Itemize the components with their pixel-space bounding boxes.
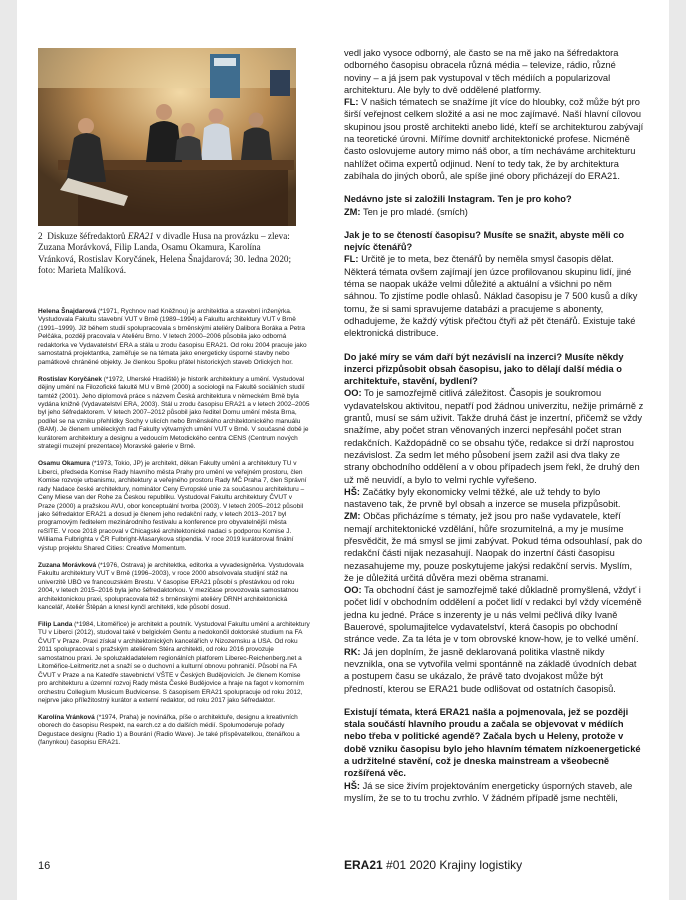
bio-entry	[38, 621, 310, 706]
interview-answer	[344, 387, 644, 485]
speaker-initials: OO:	[344, 585, 362, 596]
footer-magazine: ERA21	[344, 858, 383, 872]
interview-question: Do jaké míry se vám daří být nezávislí na inzerci? Musíte někdy inzerci přizpůsobit obsah časopisu, jako to dělají další média o architektuře, stavění, bydlení?	[344, 351, 624, 387]
speaker-initials: ZM:	[344, 511, 361, 522]
interview-question: Existují témata, která ERA21 našla a pojmenovala, jež se později stala součástí hlavního proudu a začala se objevovat v médiích nebo třeba v politické agendě? Začala bych u Heleny, protože v době vzniku časopisu bylo jeho hlavním tématem nízkoenergetické a udržitelné stavění, což je dneska mainstream a všeobecně rozšířená věc.	[344, 706, 641, 779]
interview-answer	[344, 510, 644, 584]
caption-text: v divadle Husa na provázku – zleva: Zuzana Morávková, Filip Landa, Osamu Okamura, Karolína Vránková, Rostislav Koryčánek, Helena Šnajdarová; 30. ledna 2020; foto: Marieta Malíková.	[38, 231, 292, 275]
photo-illustration	[38, 48, 296, 226]
interview-paragraph: vedl jako vysoce odborný, ale často se na mě jako na šéfredaktora odborného časopisu obracela různá média – televize, rádio, různé noviny – a já jsem pak vystupoval v těch médiích a popularizoval architekturu. Ale byly to dvě oddělené platformy.	[344, 48, 619, 95]
speaker-initials: FL:	[344, 97, 359, 108]
bio-name: Zuzana Morávková	[38, 561, 97, 569]
bio-text: (*1972, Uherské Hradiště) je historik architektury a umění. Vystudoval dějiny umění na Filozofické fakultě MU v Brně (2000) a sociologii na Fakultě sociálních studií tamtéž (2001). Jeho diplomová práce s názvem Česká architektura v německém Brně byla vydána knižně (Vydavatelství ERA, 2003). Stál u zrodu časopisu ERA21 a v letech 2002–2005 byl jeho šéfredaktorem. V letech 2007–2012 působil jako ředitel Domu umění města Brna, podílel se na vzniku přehlídky Sochy v ulicích nebo Brněnského architektonického manuálu (BAM). Je členem uměleckých rad Fakulty výtvarných umění VUT v Brně. V současné době je kurátorem architektury a designu a vedoucím Metodického centra CENS (Centrum nových strategií muzejní prezentace) Moravské galerie v Brně.	[38, 375, 310, 451]
bio-name: Karolína Vránková	[38, 713, 95, 721]
answer-text: Ta obchodní část je samozřejmě také důkladně promyšlená, vždyť i počet lidí v obchodním oddělení a počet lidí v redakci byl vždy víceméně jedna ku jedné. Práce s inzerenty je u nás velmi pečlivá díky Ivaně Bauerové, spolumajitelce vydavatelství, která časopis po obchodní stránce vede. Za ta léta je v tom obrovské know-how, je to velké umění.	[344, 585, 642, 645]
interview-answer	[344, 253, 644, 339]
bio-entry	[38, 460, 310, 553]
interview-question: Jak je to se čteností časopisu? Musíte se snažit, abyste měli co nejvíc čtenářů?	[344, 229, 625, 253]
answer-text: Občas přicházíme s tématy, jež jsou pro naše vydavatele, kteří nemají architektonické vzdělání, hůře srozumitelná, a my je musíme přesvědčit, že má smysl se jimi zabývat. Pokud téma odsouhlasí, pak do redakční části nijak nezasahují. Naopak do inzertní části časopisu nezasahujeme my, pouze poskytujeme jakýsi redakční servis. Myslím, že je důležitá určitá důvěra mezi oběma stranami.	[344, 511, 643, 583]
answer-text: Já jen doplním, že jasně deklarovaná politika vlastně nikdy nevznikla, ona se vytvořila velmi spontánně na základě úvodních debat a postupem času se ukázalo, že právě tato dvojakost může být předností, kterou se ERA21 bude odlišovat od ostatních časopisů.	[344, 646, 637, 694]
interview-answer	[344, 96, 644, 182]
bio-text: (*1974, Praha) je novinářka, píše o architektuře, designu a kreativních oborech do časopisu Respekt, na earch.cz a do dalších médií. Spolumoderuje pořady Degustace designu (Radio 1) a Bourání (Radio Wave). Je také příspěvatelkou, čtenářkou a (fanynkou) časopisu ERA21.	[38, 713, 300, 747]
speaker-initials: RK:	[344, 646, 361, 657]
caption-magazine: ERA21	[127, 231, 154, 241]
answer-text: Začátky byly ekonomicky velmi těžké, ale už tehdy to bylo nastaveno tak, že prvně byl obsah a inzerce se musela přizpůsobit.	[344, 486, 621, 510]
speaker-initials: FL:	[344, 254, 359, 265]
page-right-margin	[669, 0, 686, 900]
bio-text: (*1971, Rychnov nad Kněžnou) je architektka a stavební inženýrka. Vystudovala Fakultu stavební VUT v Brně (1989–1994) a Fakultu architektury VUT v Brně (1991–1999). Již během studií spolupracovala s brněnskými ateliéry Dalibora Boráka a Petra Pelčáka, později pracovala v Ateliéru Brno. V letech 2000–2006 působila jako odborná redaktorka ve Vydavatelství ERA a stála u zrodu časopisu ERA21. Od roku 2004 pracuje jako samostatná projektantka, zaměřuje se na témata jako energeticky úsporné stavby nebo památkově chráněné objekty. Je členkou Spolku přátel historických staveb Orlických hor.	[38, 308, 307, 366]
speaker-initials: OO:	[344, 388, 362, 399]
caption-number: 2	[38, 231, 43, 241]
answer-text: To je samozřejmě citlivá záležitost. Časopis je soukromou vydavatelskou aktivitou, nepatří pod žádnou univerzitu, nežije primárně z grantů, musí se sám uživit. Takže druhá část je inzertní, přičemž se vždy snažíme, aby počet stran věnovaných inzerci nepřesáhl počet stran redakčních. Každopádně co se obsahu týče, redakce si drží naprostou nezávislost. Za sedm let mého působení jsem zažil asi dva tlaky ze strany obchodního oddělení a v obou případech jsem řekl, že druhý den už mě neuvidí, a bylo to velmi rychle vyřešeno.	[344, 388, 644, 485]
interview-column	[344, 47, 644, 804]
interview-answer	[344, 584, 644, 645]
bio-name: Rostislav Koryčánek	[38, 375, 102, 383]
page-number: 16	[38, 860, 51, 872]
footer-issue: #01 2020 Krajiny logistiky	[386, 858, 523, 872]
bio-text: (*1984, Litoměřice) je architekt a poutník. Vystudoval Fakultu umění a architektury TU v Liberci (2012), studoval také v belgickém Gentu a nedokončil doktorské studium na FA ČVUT v Praze. Praxi získal v architektonických kancelářích v Nizozemsku a USA. Od roku 2011 spolupracoval s pražským ateliérem Stéra architekti, od roku 2016 provozuje samostatnou praxi. Je spoluzakladatelem regionálních platforem Liberec-Reichenberg.net a Litoměřice-Leitmeritz.net a snaží se o duchovní a kulturní obnovu pohraničí. Působí na FA ČVUT v Praze a na Katedře stavebnictví VŠTE v Českých Budějovicích. Je členem Komise pro architekturu a územní rozvoj Rady města České Budějovice a hraje na fagot v komorním orchestru Collegium Musicum Budvicense. S časopisem ERA21 spolupracuje od roku 2012, nejprve jako příležitostný kurátor a externí redaktor, od roku 2017 jako šéfredaktor.	[38, 620, 310, 705]
answer-text: Určitě je to meta, bez čtenářů by neměla smysl časopis dělat. Některá témata ovšem zajímají jen úzce profilovanou skupinu lidí, jiné téma se naopak ukáže velmi důležité a aktuální a všichni po něm sáhnou. To zjistíme podle ohlasů. Náklad časopisu je 7 500 kusů a díky tomu, že si sami spravujeme databázi a pracujeme s abonenty, odhadujeme, že každý výtisk přečtou čtyři až pět čtenářů. Existuje také elektronická distribuce.	[344, 254, 638, 339]
bio-text: (*1973, Tokio, JP) je architekt, děkan Fakulty umění a architektury TU v Liberci, předseda Komise Rady hlavního města Prahy pro umění ve veřejném prostoru, člen Komise rozvoje urbanismu, architektury a veřejného prostoru Rady MČ Praha 7, člen Správní rady Nadace české architektury, nominátor Ceny Evropské unie za současnou architekturu – Ceny Miese van der Rohe za Českou republiku. Vystudoval Fakultu architektury ČVUT v Praze (2000) a pražskou AVU, obor konceptuální tvorba (2003). V letech 2005–2012 působil jako šéfredaktor ERA21 a dosud je členem jeho redakční rady, v letech 2013–2017 byl programovým ředitelem mezinárodního festivalu a konference pro obyvatelnější města reSITE. V roce 2018 pracoval v Chicagské architektonické nadaci s podporou Komise J. Williama Fulbrighta v ČR Fulbright-Masarykova stipendia. V roce 2019 kurátoroval finální výstup projektu Shared Cities: Creative Momentum.	[38, 460, 307, 552]
answer-text: Ten je pro mladé. (smích)	[362, 206, 468, 217]
speaker-initials: HŠ:	[344, 780, 361, 791]
bio-name: Osamu Okamura	[38, 460, 91, 468]
interview-answer	[344, 780, 644, 805]
answer-text: Já se sice živím projektováním energeticky úsporných staveb, ale myslím, že se to tu trochu zvrhlo. V žádném případě jsme nechtěli,	[344, 780, 633, 803]
speaker-initials: HŠ:	[344, 486, 361, 497]
author-bios	[38, 308, 310, 756]
bio-entry	[38, 714, 310, 748]
bio-name: Helena Šnajdarová	[38, 308, 97, 315]
speaker-initials: ZM:	[344, 206, 361, 217]
photo-caption	[38, 231, 300, 276]
interview-answer	[344, 486, 644, 511]
interview-question: Nedávno jste si založili Instagram. Ten je pro koho?	[344, 194, 572, 205]
bio-entry	[38, 376, 310, 452]
caption-prefix: Diskuze šéfredaktorů	[47, 231, 126, 241]
bio-text: (*1976, Ostrava) je architektka, editorka a vyvadesigněrka. Vystudovala Fakultu architektury VUT v Brně (1996–2003), v roce 2000 absolvovala studijní stáž na univerzitě UBO ve francouzském Brestu. V časopise ERA21 působí s přestávkou od roku 2004, v letech 2015–2016 byla jeho šéfredaktorkou. V mezičase provozovala samostatnou architektonickou praxi, spolupracovala též s brněnskými ateliéry DRNH architektonická kancelář, Ateliér Štěpán a knesl kynčl architekti, kde působí dosud.	[38, 561, 304, 611]
bio-entry	[38, 308, 310, 367]
answer-text: V našich tématech se snažíme jít více do hloubky, což může být pro širší veřejnost celkem složité a asi ne moc zajímavé. Naší hlavní cílovou skupinou jsou prostě architekti anebo lidé, kteří se architekturou zabývají na teoretické úrovni. Míříme dovnitř architektonické profese. Nicméně často oslovujeme autory mimo náš obor, a tím necháváme architekturu nahlížet očima expertů odjinud. Není to tedy tak, že by architektura zabíhala do jiných oborů, ale spíše jiné obory přicházejí do ERA21.	[344, 97, 644, 181]
interview-answer	[344, 646, 644, 695]
discussion-photo	[38, 48, 296, 226]
magazine-footer	[344, 858, 522, 872]
bio-entry	[38, 562, 310, 613]
bio-name: Filip Landa	[38, 620, 73, 628]
interview-answer	[344, 206, 644, 218]
page-left-margin	[0, 0, 17, 900]
